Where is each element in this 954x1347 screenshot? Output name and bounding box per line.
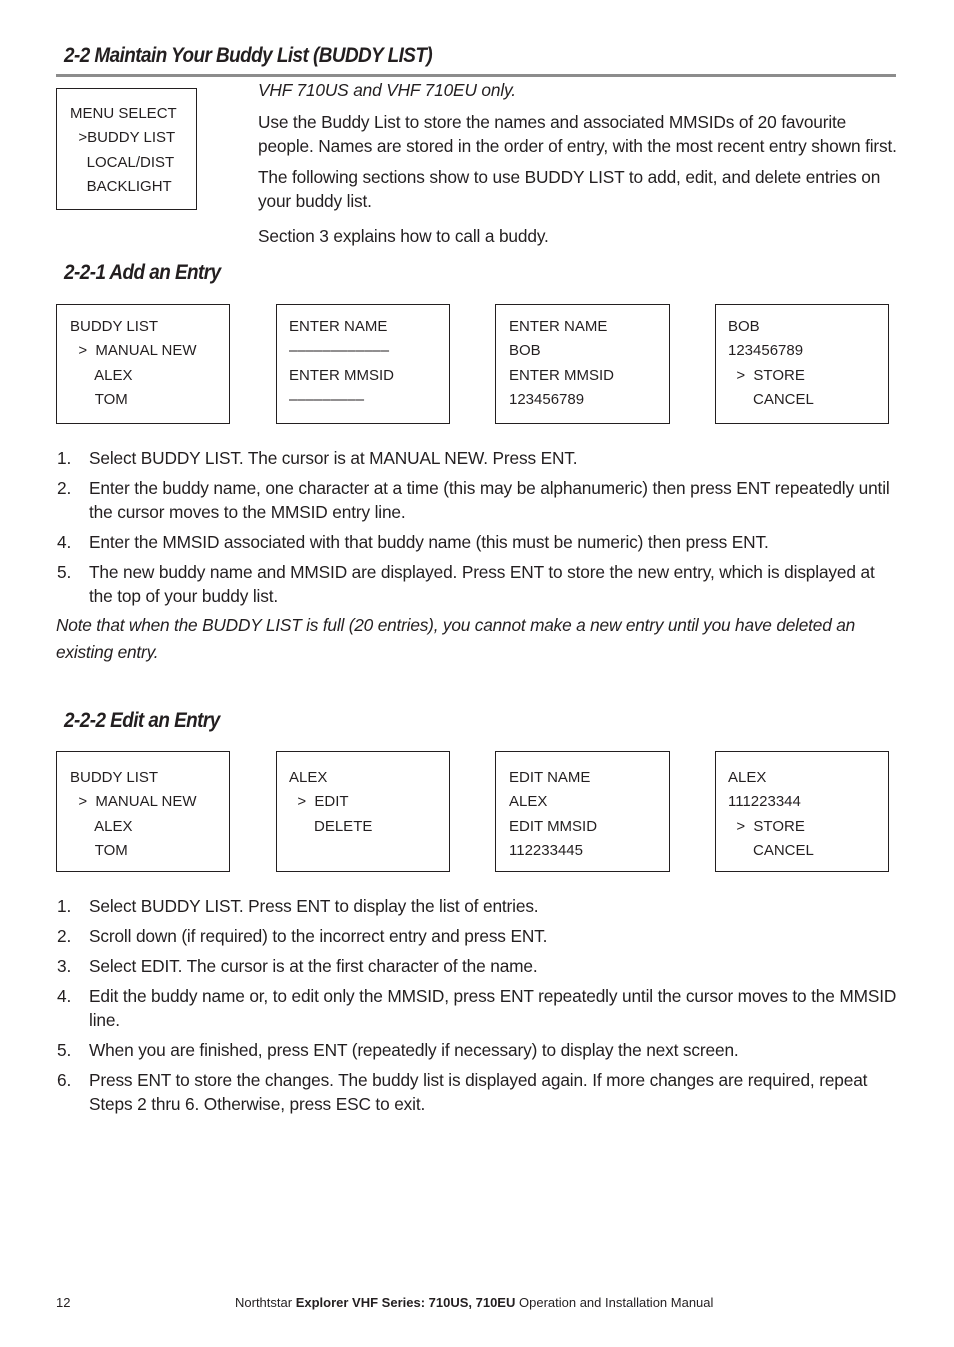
step-text: Select EDIT. The cursor is at the first character of the name. (89, 956, 538, 976)
screen-line: BUDDY LIST (70, 769, 159, 786)
step-text: Select BUDDY LIST. The cursor is at MANUAL NEW. Press ENT. (89, 448, 578, 468)
footer-brand: Northtstar (235, 1295, 293, 1310)
step-number: 5. (57, 1040, 72, 1060)
edit-screen-1 (56, 751, 230, 872)
list-item (56, 894, 901, 918)
screen-line: TOM (70, 390, 128, 408)
screen-line: DELETE (289, 817, 373, 835)
edit-screen-3 (495, 751, 670, 872)
screen-line: CANCEL (728, 390, 814, 408)
screen-line: >BUDDY LIST (70, 129, 176, 147)
list-item (56, 984, 901, 1032)
step-number: 6. (57, 1070, 72, 1090)
add-screen-4 (715, 304, 889, 424)
screen-line: –––––––––––– (289, 342, 390, 360)
screen-line: EDIT MMSID (509, 817, 598, 835)
step-text: Enter the buddy name, one character at a time (this may be alphanumeric) then press ENT repeatedly until the cursor moves to the MMSID entry line. (89, 478, 890, 522)
step-number: 1. (57, 896, 72, 916)
footer-series: Explorer VHF Series: 710US, 710EU (295, 1295, 516, 1310)
screen-line: > STORE (728, 366, 805, 384)
screen-line: ENTER MMSID (509, 366, 614, 384)
list-item (56, 560, 901, 608)
list-item (56, 476, 901, 524)
screen-line: EDIT NAME (509, 769, 591, 786)
screen-line: ENTER NAME (509, 318, 608, 335)
add-screen-2 (276, 304, 450, 424)
add-steps-list (56, 446, 901, 614)
buddy-list-full-note: Note that when the BUDDY LIST is full (20 entries), you cannot make a new entry until you have deleted an existing entry. (56, 615, 856, 662)
screen-line: BACKLIGHT (70, 177, 172, 195)
screen-line: ALEX (70, 817, 133, 835)
screen-line: 112233445 (509, 841, 583, 859)
step-number: 4. (57, 532, 72, 552)
screen-line: ALEX (728, 769, 767, 786)
intro-paragraph-2: The following sections show to use BUDDY LIST to add, edit, and delete entries on your buddy list. (258, 167, 881, 211)
step-number: 4. (57, 986, 72, 1006)
intro-paragraph-3: Section 3 explains how to call a buddy. (258, 226, 549, 246)
models-note: VHF 710US and VHF 710EU only. (258, 80, 516, 100)
screen-line: ALEX (70, 366, 133, 384)
screen-line: BUDDY LIST (70, 318, 159, 335)
add-screen-3 (495, 304, 670, 424)
screen-line: > MANUAL NEW (70, 793, 197, 811)
screen-line: ALEX (509, 793, 548, 811)
screen-line: LOCAL/DIST (70, 153, 175, 171)
list-item (56, 924, 901, 948)
step-text: Edit the buddy name or, to edit only the MMSID, press ENT repeatedly until the cursor moves to the MMSID line. (89, 986, 897, 1030)
screen-line: > STORE (728, 817, 805, 835)
step-number: 1. (57, 448, 72, 468)
footer-manual: Operation and Installation Manual (519, 1295, 714, 1310)
screen-line: BOB (728, 318, 760, 335)
screen-line: > EDIT (289, 793, 349, 811)
footer-text (235, 1295, 713, 1311)
screen-line: ENTER MMSID (289, 366, 394, 384)
list-item (56, 954, 901, 978)
list-item (56, 1068, 901, 1116)
screen-line: > MANUAL NEW (70, 342, 197, 360)
screen-line: 123456789 (728, 342, 804, 360)
screen-line: ––––––––– (289, 390, 365, 408)
step-text: The new buddy name and MMSID are displayed. Press ENT to store the new entry, which is displayed at the top of your buddy list. (89, 562, 875, 606)
list-item (56, 446, 901, 470)
intro-paragraph-1: Use the Buddy List to store the names and associated MMSIDs of 20 favourite people. Names are stored in the order of entry, with the most recent entry shown first. (258, 112, 897, 156)
page-number: 12 (56, 1295, 71, 1310)
step-number: 2. (57, 478, 72, 498)
step-text: Select BUDDY LIST. Press ENT to display the list of entries. (89, 896, 539, 916)
step-number: 2. (57, 926, 72, 946)
title-rule (56, 74, 896, 77)
screen-line: 123456789 (509, 390, 585, 408)
screen-line: 111223344 (728, 793, 801, 811)
screen-line: TOM (70, 841, 128, 859)
screen-line: CANCEL (728, 841, 814, 859)
section-title: 2-2 Maintain Your Buddy List (BUDDY LIST) (64, 44, 433, 67)
step-text: When you are finished, press ENT (repeatedly if necessary) to display the next screen. (89, 1040, 739, 1060)
step-number: 3. (57, 956, 72, 976)
menu-select-screen (56, 88, 197, 210)
screen-line: BOB (509, 342, 541, 360)
edit-entry-heading: 2-2-2 Edit an Entry (64, 709, 220, 732)
list-item (56, 530, 901, 554)
step-text: Scroll down (if required) to the incorrect entry and press ENT. (89, 926, 548, 946)
add-entry-heading: 2-2-1 Add an Entry (64, 261, 221, 284)
edit-steps-list (56, 894, 901, 1122)
screen-line: MENU SELECT (70, 105, 177, 122)
add-screen-1 (56, 304, 230, 424)
screen-line: ALEX (289, 769, 328, 786)
step-number: 5. (57, 562, 72, 582)
edit-screen-4 (715, 751, 889, 872)
step-text: Enter the MMSID associated with that buddy name (this must be numeric) then press ENT. (89, 532, 769, 552)
edit-screen-2 (276, 751, 450, 872)
list-item (56, 1038, 901, 1062)
screen-line: ENTER NAME (289, 318, 388, 335)
step-text: Press ENT to store the changes. The buddy list is displayed again. If more changes are required, repeat Steps 2 thru 6. Otherwise, press ESC to exit. (89, 1070, 868, 1114)
